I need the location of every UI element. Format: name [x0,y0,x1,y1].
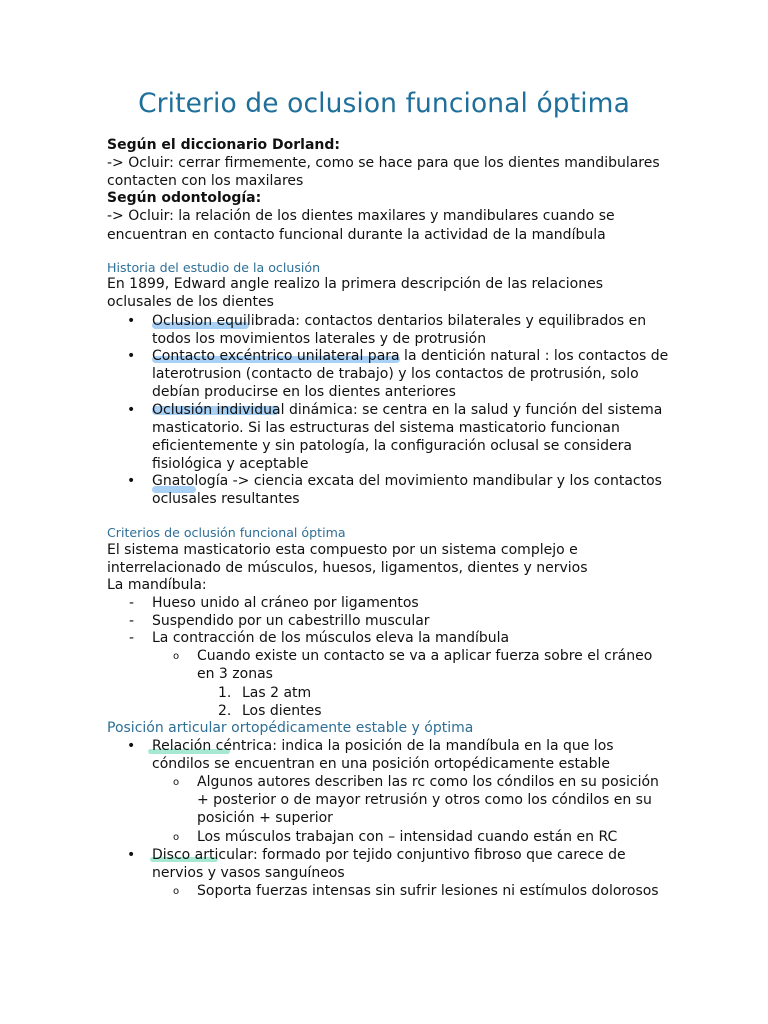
numbered-marker: 2. [218,703,232,719]
bullet-marker: • [127,348,136,364]
sub-item-text: + posterior o de mayor retrusión y otros como los cóndilos en su [197,792,652,808]
mandibula-item: Suspendido por un cabestrillo muscular [152,613,430,629]
sub-item-text: Cuando existe un contacto se va a aplicar fuerza sobre el cráneo [197,648,653,664]
numbered-marker: 1. [218,685,232,701]
dash-marker: - [129,613,135,629]
dorland-text-line: -> Ocluir: cerrar firmemente, como se hace para que los dientes mandibulares [107,155,660,171]
criterios-heading: Criterios de oclusión funcional óptima [107,525,346,540]
bullet-text: todos los movimientos laterales y de protrusión [152,331,487,347]
criterios-intro-line: interrelacionado de músculos, huesos, ligamentos, dientes y nervios [107,560,588,576]
sub-item-text: posición + superior [197,810,333,826]
bullet-text: Gnatología -> ciencia excata del movimiento mandibular y los contactos [152,473,662,489]
bullet-marker: • [127,847,136,863]
criterios-intro-line: La mandíbula: [107,577,207,593]
sub-item-text: Los músculos trabajan con – intensidad cuando están en RC [197,829,618,845]
sub-item-text: Soporta fuerzas intensas sin sufrir lesiones ni estímulos dolorosos [197,883,659,899]
bullet-text: oclusales resultantes [152,491,300,507]
dorland-text-line: contacten con los maxilares [107,173,304,189]
bullet-text: Oclusión individual dinámica: se centra en la salud y función del sistema [152,402,663,418]
sub-item-text: Algunos autores describen las rc como los cóndilos en su posición [197,774,659,790]
numbered-item: Los dientes [242,703,322,719]
bullet-text: Contacto excéntrico unilateral para la dentición natural : los contactos de [152,348,669,364]
mandibula-item: La contracción de los músculos eleva la mandíbula [152,630,510,646]
circle-bullet-marker: o [173,651,180,662]
bullet-text: laterotrusion (contacto de trabajo) y los contactos de protrusión, solo [152,366,639,382]
odonto-text-line: encuentran en contacto funcional durante la actividad de la mandíbula [107,227,606,243]
bullet-text: cóndilos se encuentran en una posición ortopédicamente estable [152,756,610,772]
posicion-heading: Posición articular ortopédicamente estable y óptima [107,720,474,736]
bullet-marker: • [127,738,136,754]
dash-marker: - [129,630,135,646]
bullet-marker: • [127,402,136,418]
circle-bullet-marker: o [173,777,180,788]
bullet-text: masticatorio. Si las estructuras del sistema masticatorio funcionan [152,420,620,436]
mandibula-item: Hueso unido al cráneo por ligamentos [152,595,419,611]
bullet-text: nervios y vasos sanguíneos [152,865,345,881]
sub-item-text: en 3 zonas [197,666,273,682]
dash-marker: - [129,595,135,611]
dorland-heading: Según el diccionario Dorland: [107,137,340,153]
circle-bullet-marker: o [173,886,180,897]
bullet-text: Oclusion equilibrada: contactos dentarios bilaterales y equilibrados en [152,313,647,329]
circle-bullet-marker: o [173,832,180,843]
numbered-item: Las 2 atm [242,685,312,701]
bullet-text: Disco articular: formado por tejido conjuntivo fibroso que carece de [152,847,626,863]
odonto-text-line: -> Ocluir: la relación de los dientes maxilares y mandibulares cuando se [107,208,615,224]
bullet-text: debían producirse en los dientes anteriores [152,384,456,400]
odonto-heading: Según odontología: [107,190,262,206]
historia-intro-line: En 1899, Edward angle realizo la primera descripción de las relaciones [107,276,603,292]
bullet-marker: • [127,473,136,489]
document-title: Criterio de oclusion funcional óptima [138,88,630,119]
bullet-text: fisiológica y aceptable [152,456,309,472]
bullet-text: eficientemente y sin patología, la configuración oclusal se considera [152,438,632,454]
criterios-intro-line: El sistema masticatorio esta compuesto por un sistema complejo e [107,542,578,558]
bullet-text: Relación céntrica: indica la posición de la mandíbula en la que los [152,738,614,754]
bullet-marker: • [127,313,136,329]
historia-heading: Historia del estudio de la oclusión [107,260,321,275]
historia-intro-line: oclusales de los dientes [107,294,274,310]
